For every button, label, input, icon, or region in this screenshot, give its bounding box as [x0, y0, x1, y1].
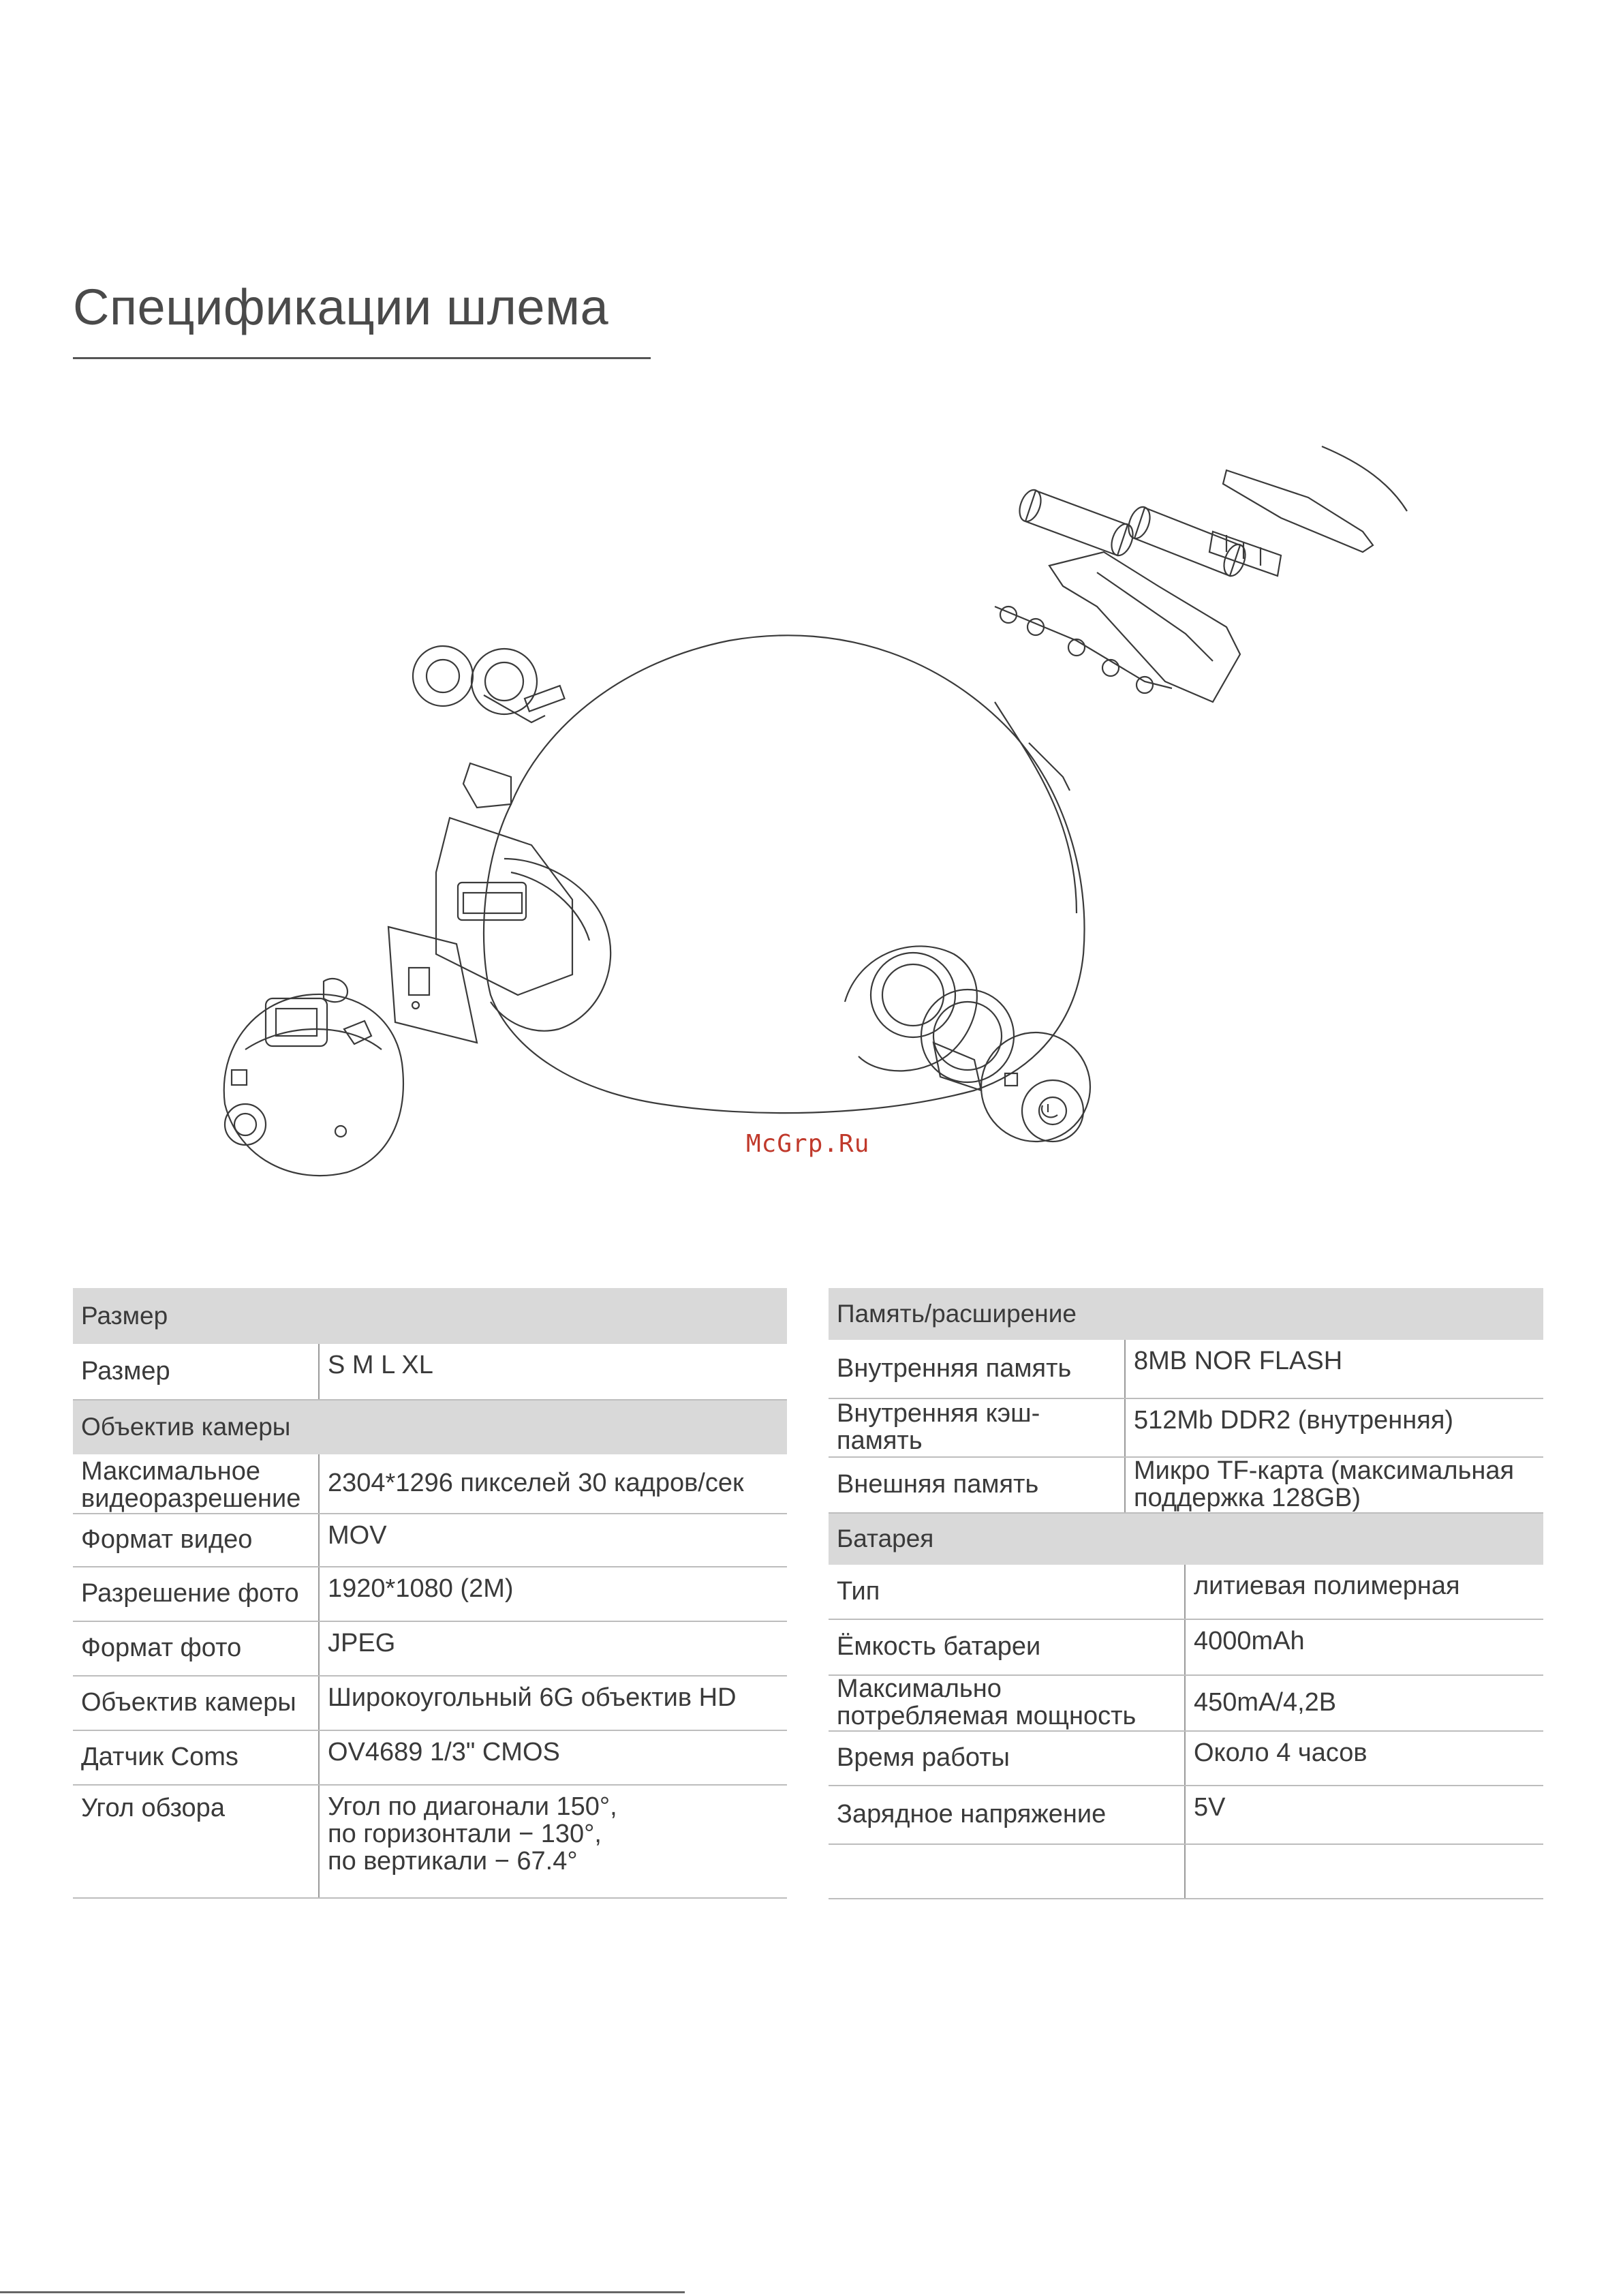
spec-row — [73, 1567, 787, 1621]
spec-row — [73, 1344, 787, 1400]
spec-value: OV4689 1/3" CMOS — [319, 1730, 787, 1785]
spec-label: Время работы — [829, 1731, 1185, 1786]
spec-label — [829, 1844, 1185, 1899]
spec-row — [73, 1676, 787, 1730]
spec-row — [73, 1621, 787, 1676]
spec-label: Формат видео — [73, 1514, 319, 1567]
spec-value: 450mA/4,2В — [1185, 1675, 1543, 1731]
spec-label: Зарядное напряжение — [829, 1786, 1185, 1844]
spec-value: 4000mAh — [1185, 1619, 1543, 1675]
spec-value: JPEG — [319, 1621, 787, 1676]
spec-row — [829, 1565, 1543, 1619]
spec-label: Внешняя память — [829, 1457, 1125, 1513]
spec-label: Размер — [73, 1344, 319, 1400]
section-title: Размер — [73, 1288, 787, 1344]
spec-label: Формат фото — [73, 1621, 319, 1676]
spec-label: Объектив камеры — [73, 1676, 319, 1730]
spec-table-right — [829, 1288, 1543, 1565]
spec-label: Максимально потребляемая мощность — [829, 1675, 1185, 1731]
section-title: Объектив камеры — [73, 1400, 787, 1454]
spec-row — [73, 1785, 787, 1898]
spec-value: 8MB NOR FLASH — [1125, 1340, 1543, 1398]
spec-value: Микро TF-карта (максимальная поддержка 128GB) — [1125, 1457, 1543, 1513]
section-header-size — [73, 1288, 787, 1344]
page-title: Спецификации шлема — [73, 279, 609, 335]
spec-value: 2304*1296 пикселей 30 кадров/сек — [319, 1454, 787, 1514]
spec-row — [73, 1454, 787, 1514]
spec-table-battery — [829, 1565, 1543, 1899]
footer-rule — [0, 2291, 685, 2293]
spec-label: Внутренняя кэш-память — [829, 1398, 1125, 1457]
spec-value: MOV — [319, 1514, 787, 1567]
spec-label: Тип — [829, 1565, 1185, 1619]
watermark: McGrp.Ru — [746, 1130, 870, 1158]
spec-value: S M L XL — [319, 1344, 787, 1400]
spec-label: Разрешение фото — [73, 1567, 319, 1621]
spec-value — [1185, 1844, 1543, 1899]
spec-row — [829, 1457, 1543, 1513]
spec-label: Внутренняя память — [829, 1340, 1125, 1398]
title-underline — [73, 357, 651, 359]
spec-value: 512Mb DDR2 (внутренняя) — [1125, 1398, 1543, 1457]
section-header-camera-lens — [73, 1400, 787, 1454]
section-header-battery — [829, 1513, 1543, 1565]
spec-row — [73, 1730, 787, 1785]
spec-value: 1920*1080 (2M) — [319, 1567, 787, 1621]
spec-label: Максимальное видеоразрешение — [73, 1454, 319, 1514]
helmet-exploded-diagram — [191, 436, 1431, 1186]
spec-label: Датчик Coms — [73, 1730, 319, 1785]
spec-label: Ёмкость батареи — [829, 1619, 1185, 1675]
section-title: Батарея — [829, 1513, 1543, 1565]
spec-row — [829, 1619, 1543, 1675]
spec-value: Угол по диагонали 150°, по горизонтали − 130°, по вертикали − 67.4° — [319, 1785, 787, 1898]
section-title: Память/расширение — [829, 1288, 1543, 1340]
spec-row-empty — [829, 1844, 1543, 1899]
spec-value: 5V — [1185, 1786, 1543, 1844]
spec-label: Угол обзора — [73, 1785, 319, 1898]
spec-value: Широкоугольный 6G объектив HD — [319, 1676, 787, 1730]
section-header-memory — [829, 1288, 1543, 1340]
spec-row — [829, 1675, 1543, 1731]
spec-table-left — [73, 1288, 787, 1899]
spec-value: литиевая полимерная — [1185, 1565, 1543, 1619]
spec-row — [829, 1731, 1543, 1786]
spec-row — [829, 1340, 1543, 1398]
spec-row — [829, 1398, 1543, 1457]
spec-row — [829, 1786, 1543, 1844]
spec-value: Около 4 часов — [1185, 1731, 1543, 1786]
spec-row — [73, 1514, 787, 1567]
